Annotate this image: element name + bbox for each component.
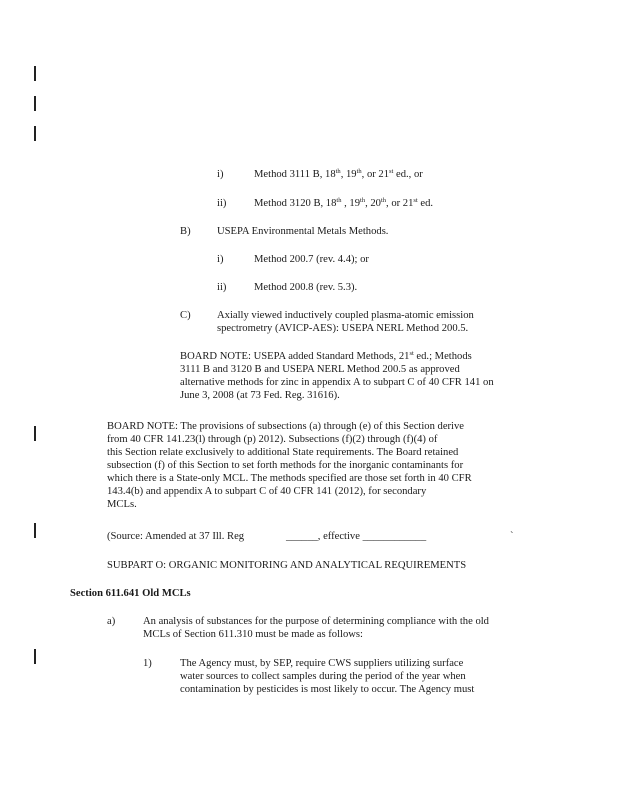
change-bar xyxy=(34,126,36,141)
subpart-heading: SUBPART O: ORGANIC MONITORING AND ANALYTICAL REQUIREMENTS xyxy=(107,560,467,571)
board-note-line: from 40 CFR 141.23(l) through (p) 2012). Subsections (f)(2) through (f)(4) of xyxy=(107,434,438,445)
list-item-text: Method 3111 B, 18th, 19th, or 21st ed., or xyxy=(254,168,423,180)
source-note: (Source: Amended at 37 Ill. Reg xyxy=(107,531,245,542)
list-item-text: spectrometry (AVICP-AES): USEPA NERL Method 200.5. xyxy=(217,323,469,334)
list-item-text: An analysis of substances for the purpose of determining compliance with the old xyxy=(143,616,489,627)
list-item-text: water sources to collect samples during the period of the year when xyxy=(180,671,466,682)
board-note-line: BOARD NOTE: The provisions of subsections (a) through (e) of this Section derive xyxy=(107,421,464,432)
change-bar xyxy=(34,96,36,111)
change-bar xyxy=(34,523,36,538)
change-bar xyxy=(34,66,36,81)
list-item-text: Method 3120 B, 18th , 19th, 20th, or 21st ed. xyxy=(254,197,434,209)
list-item-text: USEPA Environmental Metals Methods. xyxy=(217,226,389,237)
change-bar xyxy=(34,649,36,664)
list-number: B) xyxy=(180,226,191,237)
list-number: 1) xyxy=(143,658,152,669)
list-number: C) xyxy=(180,310,191,321)
list-item-text: Axially viewed inductively coupled plasma-atomic emission xyxy=(217,310,474,321)
board-note-line: this Section relate exclusively to additional State requirements. The Board retained xyxy=(107,447,459,458)
list-number: i) xyxy=(217,254,224,265)
change-bar xyxy=(34,426,36,441)
board-note-line: 143.4(b) and appendix A to subpart C of 40 CFR 141 (2012), for secondary xyxy=(107,486,427,497)
list-item-text: Method 200.8 (rev. 5.3). xyxy=(254,282,358,293)
list-item-text: MCLs of Section 611.310 must be made as follows: xyxy=(143,629,363,640)
list-number: i) xyxy=(217,169,224,180)
source-note-blanks: ______, effective ____________ xyxy=(286,531,427,542)
list-number: ii) xyxy=(217,198,227,209)
board-note-line: subsection (f) of this Section to set forth methods for the inorganic contaminants for xyxy=(107,460,464,471)
board-note-line: BOARD NOTE: USEPA added Standard Methods, 21st ed.; Methods xyxy=(180,350,472,362)
list-item-text: Method 200.7 (rev. 4.4); or xyxy=(254,254,369,265)
board-note-line: 3111 B and 3120 B and USEPA NERL Method 200.5 as approved xyxy=(180,364,460,375)
list-number: ii) xyxy=(217,282,227,293)
board-note-line: MCLs. xyxy=(107,499,137,510)
list-item-text: The Agency must, by SEP, require CWS suppliers utilizing surface xyxy=(180,658,464,669)
source-note-mark: ` xyxy=(510,531,514,542)
list-number: a) xyxy=(107,616,116,627)
board-note-line: June 3, 2008 (at 73 Fed. Reg. 31616). xyxy=(180,390,340,401)
section-heading: Section 611.641 Old MCLs xyxy=(70,588,191,599)
board-note-line: alternative methods for zinc in appendix A to subpart C of 40 CFR 141 on xyxy=(180,377,494,388)
list-item-text: contamination by pesticides is most likely to occur. The Agency must xyxy=(180,684,475,695)
board-note-line: which there is a State-only MCL. The methods specified are those set forth in 40 CFR xyxy=(107,473,472,484)
